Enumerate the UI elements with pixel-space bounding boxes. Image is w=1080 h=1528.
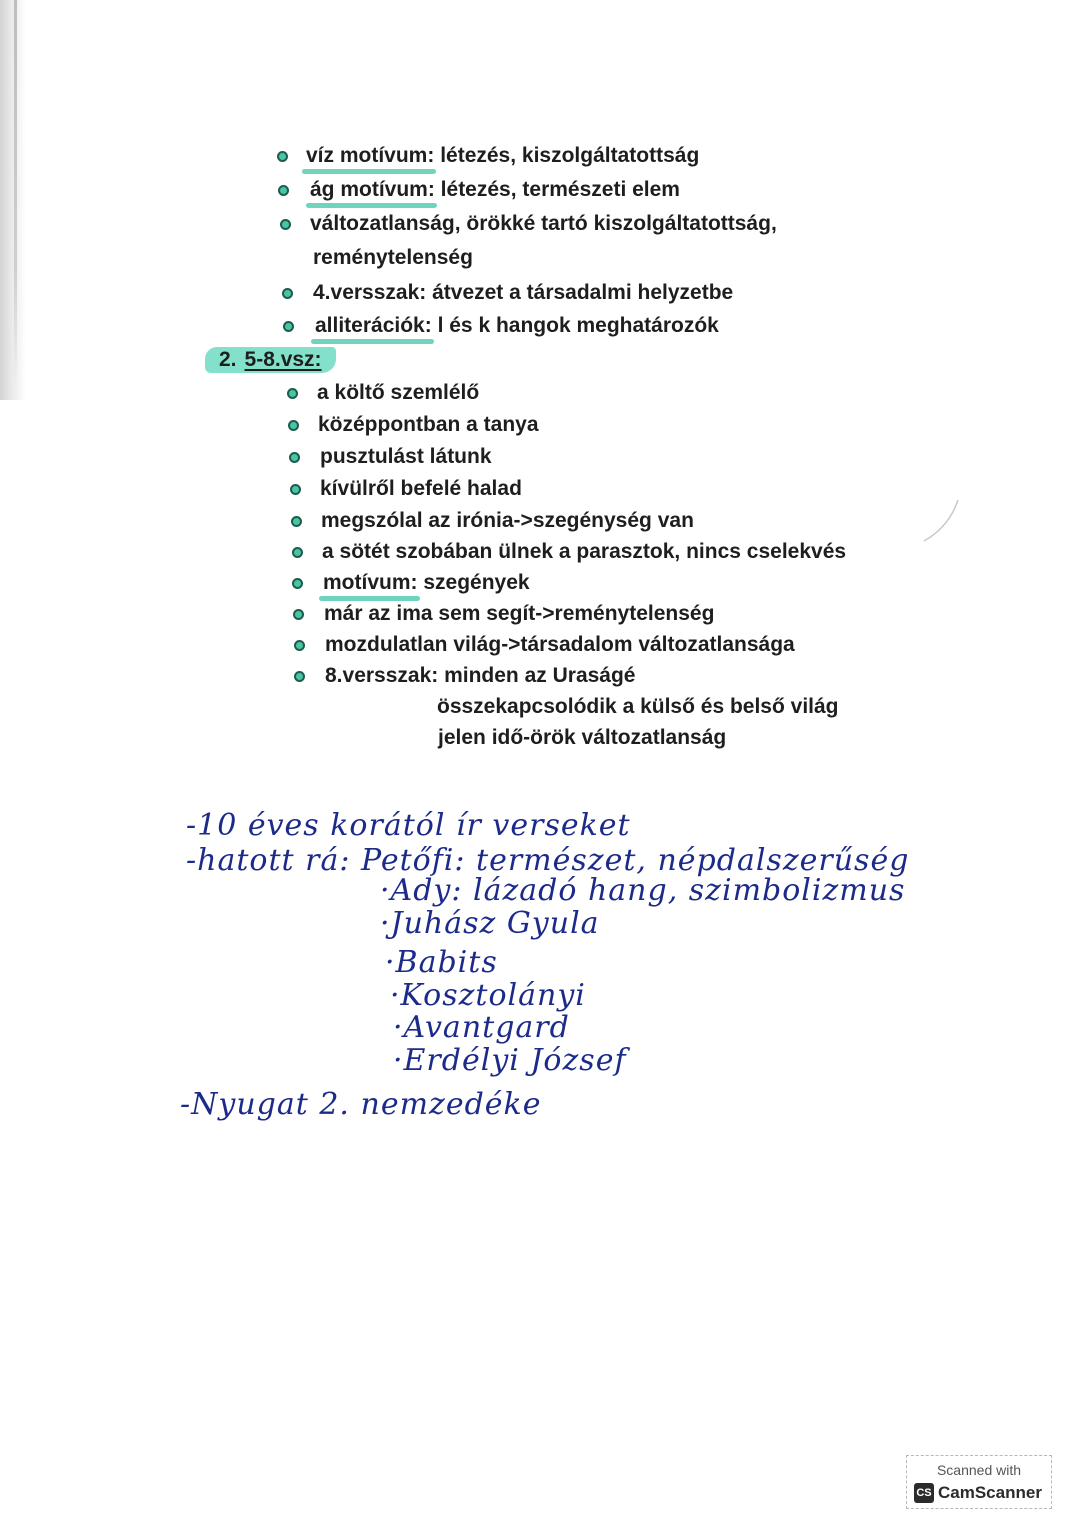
section-number: 2.	[219, 348, 237, 371]
list-item: változatlanság, örökké tartó kiszolgáltatottság,	[310, 212, 777, 235]
scan-edge-shadow	[0, 0, 26, 400]
bullet-icon	[292, 578, 303, 589]
handwritten-line: -10 éves korától ír verseket	[186, 808, 631, 843]
highlighted-term: motívum:	[323, 571, 418, 594]
bullet-icon	[294, 640, 305, 651]
list-item-continuation: reménytelenség	[313, 246, 473, 269]
list-item: megszólal az irónia->szegénység van	[321, 509, 694, 532]
handwritten-line: ·Kosztolányi	[390, 978, 586, 1013]
bullet-icon	[283, 321, 294, 332]
bullet-icon	[292, 547, 303, 558]
list-item: pusztulást látunk	[320, 445, 492, 468]
camscanner-badge	[906, 1455, 1052, 1509]
bullet-icon	[290, 484, 301, 495]
scan-edge-line	[14, 0, 17, 385]
bullet-icon	[289, 452, 300, 463]
bullet-icon	[288, 420, 299, 431]
highlighted-term: alliterációk:	[315, 314, 432, 337]
bullet-icon	[291, 516, 302, 527]
list-item: a sötét szobában ülnek a parasztok, nincs cselekvés	[322, 540, 847, 563]
stray-pen-mark	[922, 498, 962, 544]
handwritten-line: ·Juhász Gyula	[380, 906, 600, 941]
highlighted-term: víz motívum:	[306, 144, 435, 167]
badge-brand: CamScanner	[938, 1483, 1042, 1502]
list-item: mozdulatlan világ->társadalom változatlansága	[325, 633, 795, 656]
bullet-icon	[278, 185, 289, 196]
list-item: 8.versszak: minden az Uraságé	[325, 664, 636, 687]
camscanner-logo-icon: CS	[914, 1483, 934, 1503]
list-item: a költő szemlélő	[317, 381, 480, 404]
bullet-icon	[287, 388, 298, 399]
list-item-continuation: jelen idő-örök változatlanság	[438, 726, 727, 749]
highlighted-term: ág motívum:	[310, 178, 435, 201]
list-item: ág motívum: létezés, természeti elem	[310, 178, 680, 201]
list-item-continuation: összekapcsolódik a külső és belső világ	[437, 695, 839, 718]
list-item: kívülről befelé halad	[320, 477, 522, 500]
badge-caption: Scanned with	[936, 1462, 1022, 1478]
handwritten-line: ·Ady: lázadó hang, szimbolizmus	[380, 873, 906, 908]
list-item: motívum: szegények	[323, 571, 530, 594]
list-item: víz motívum: létezés, kiszolgáltatottság	[306, 144, 700, 167]
handwritten-line: -Nyugat 2. nemzedéke	[180, 1087, 542, 1122]
handwritten-line: ·Avantgard	[393, 1010, 570, 1045]
handwritten-line: -hatott rá: Petőfi: természet, népdalszerűség	[186, 843, 910, 878]
handwritten-line: ·Babits	[385, 945, 498, 980]
section-label: 5-8.vsz:	[244, 348, 322, 371]
bullet-icon	[294, 671, 305, 682]
bullet-icon	[293, 609, 304, 620]
list-item: középpontban a tanya	[318, 413, 539, 436]
section-heading	[205, 347, 336, 373]
bullet-icon	[277, 151, 288, 162]
list-item: 4.versszak: átvezet a társadalmi helyzetbe	[313, 281, 734, 304]
list-item: alliterációk: l és k hangok meghatározók	[315, 314, 719, 337]
bullet-icon	[282, 288, 293, 299]
handwritten-line: ·Erdélyi József	[393, 1043, 627, 1078]
bullet-icon	[280, 219, 291, 230]
list-item: már az ima sem segít->reménytelenség	[324, 602, 715, 625]
